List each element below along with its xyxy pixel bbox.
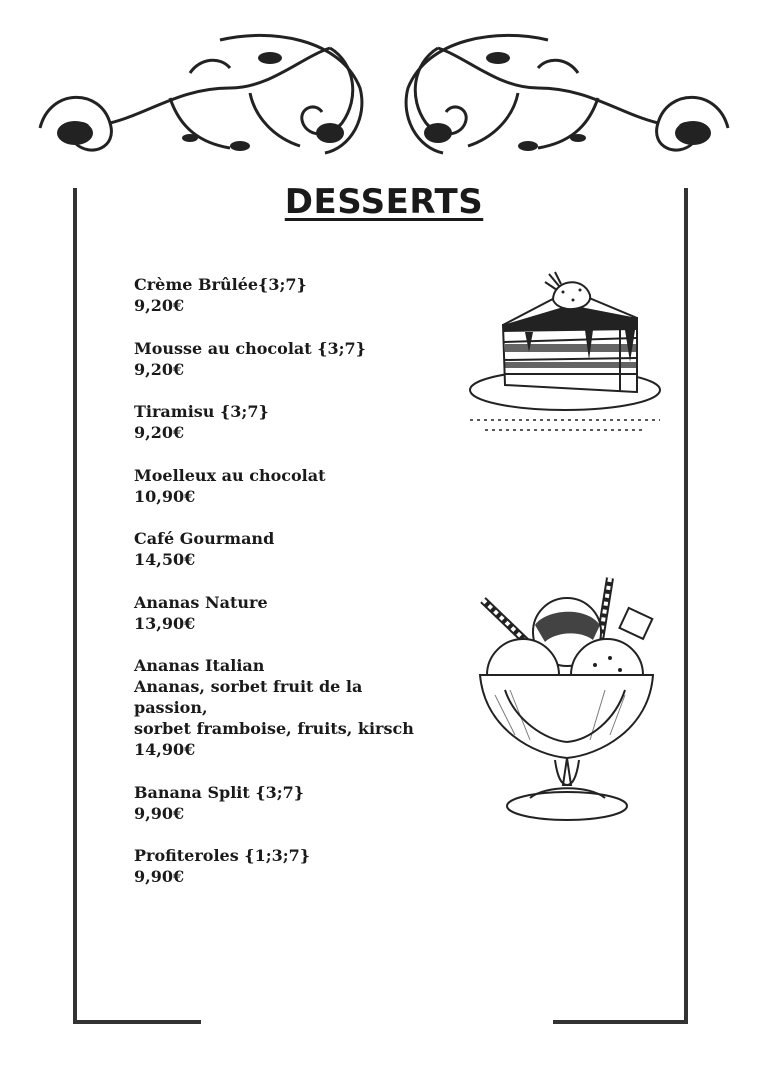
- menu-item: [134, 782, 454, 824]
- item-price: 9,90€: [134, 867, 185, 886]
- item-price: 14,90€: [134, 740, 196, 759]
- frame-bottom-right-line: [553, 1020, 688, 1024]
- item-price: 9,90€: [134, 803, 185, 823]
- item-name: Tiramisu {3;7}: [134, 402, 269, 421]
- menu-item: [134, 274, 454, 316]
- item-price: 14,50€: [134, 550, 196, 569]
- menu-item: [134, 401, 454, 443]
- item-name: Ananas Nature: [134, 592, 268, 612]
- menu-item: [134, 465, 454, 507]
- ornament-left-icon: [30, 28, 370, 163]
- frame-right-line: [684, 188, 688, 1024]
- menu-item: [134, 528, 454, 570]
- item-price: 10,90€: [134, 486, 196, 506]
- item-name: Ananas Italian: [134, 656, 265, 675]
- page-title: DESSERTS: [284, 182, 484, 222]
- item-price: 9,20€: [134, 296, 185, 315]
- dessert-menu-list: [134, 274, 454, 909]
- item-price: 9,20€: [134, 359, 185, 379]
- item-price: 9,20€: [134, 423, 185, 442]
- menu-item: [134, 592, 454, 634]
- ornament-right-icon: [398, 28, 738, 163]
- item-desc: passion,: [134, 698, 208, 717]
- item-desc: sorbet framboise, fruits, kirsch: [134, 719, 414, 738]
- item-name: Café Gourmand: [134, 529, 275, 548]
- menu-item: [134, 655, 454, 760]
- item-price: 13,90€: [134, 613, 196, 633]
- cake-slice-icon: [465, 270, 670, 438]
- item-name: Moelleux au chocolat: [134, 465, 326, 485]
- frame-bottom-left-line: [73, 1020, 201, 1024]
- menu-item: [134, 845, 454, 887]
- item-name: Profiteroles {1;3;7}: [134, 846, 311, 865]
- ice-cream-sundae-icon: [475, 570, 660, 832]
- item-name: Crème Brûlée{3;7}: [134, 275, 307, 294]
- item-name: Banana Split {3;7}: [134, 782, 305, 802]
- item-name: Mousse au chocolat {3;7}: [134, 338, 366, 358]
- menu-item: [134, 338, 454, 380]
- frame-left-line: [73, 188, 77, 1024]
- item-desc: Ananas, sorbet fruit de la: [134, 677, 363, 696]
